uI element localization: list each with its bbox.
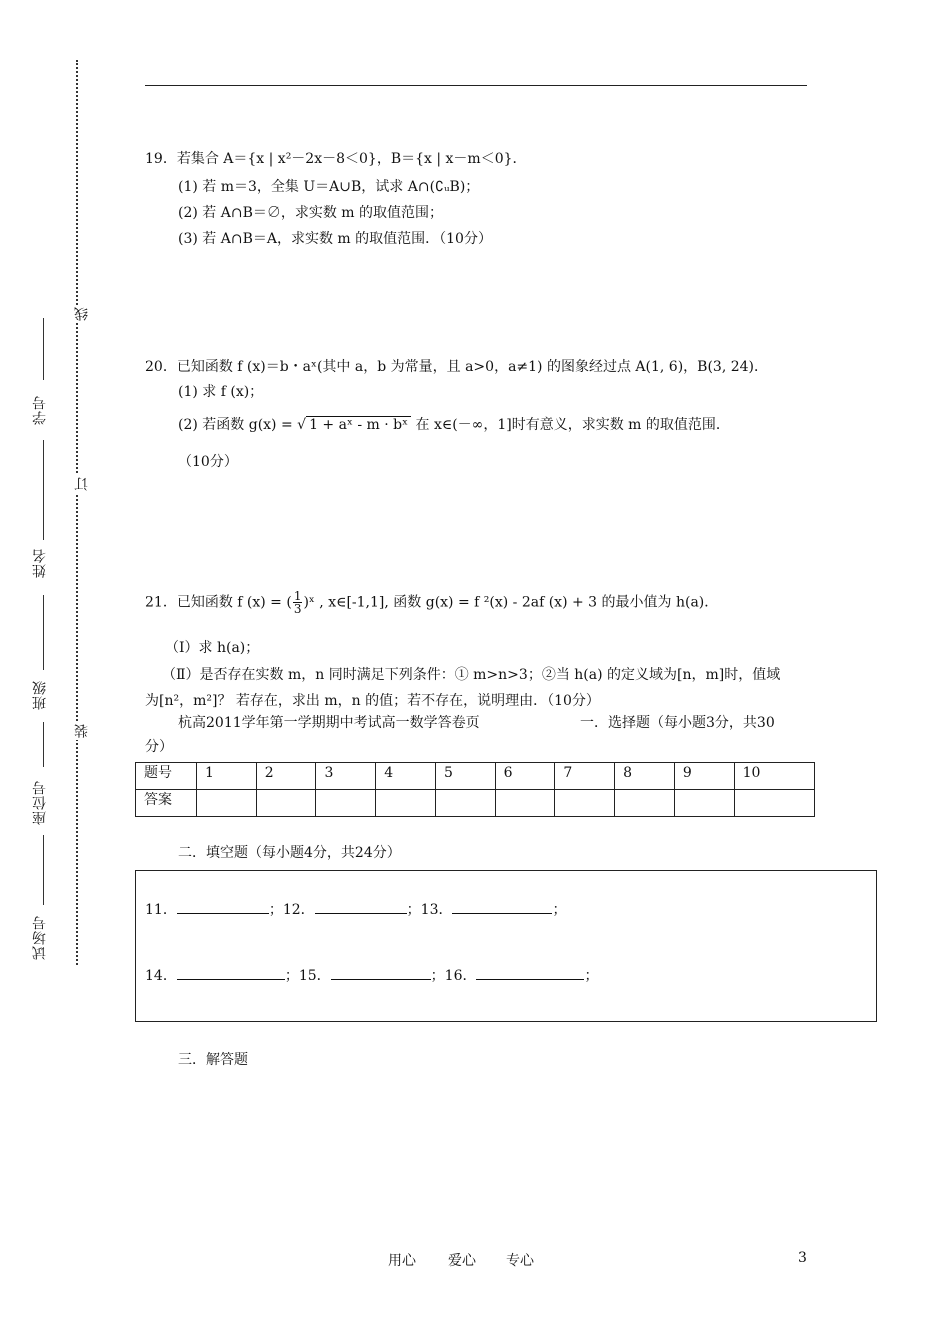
answer-cell[interactable]	[734, 790, 814, 817]
footer-motto-2: 爱心	[448, 1253, 476, 1269]
q21-part1: （Ⅰ）求 h(a)；	[165, 640, 260, 656]
fraction-numerator: 1	[293, 589, 302, 603]
row-header-question-number: 题号	[136, 763, 197, 790]
question-number-cell: 1	[197, 763, 257, 790]
q21-part2: （Ⅱ）是否存在实数 m，n 同时满足下列条件：① m>n>3；②当 h(a) 的定义域为[n，m]时，值域	[162, 667, 781, 683]
choice-answer-table	[135, 762, 815, 817]
sqrt-sign: √	[297, 417, 307, 433]
binding-underline	[43, 595, 44, 670]
cut-mark-bind: 订	[74, 477, 90, 491]
blank-label-16: ；16．	[430, 968, 477, 984]
answer-blank-12[interactable]	[315, 899, 407, 914]
answer-cell[interactable]	[256, 790, 316, 817]
section1-heading-continued: 分）	[145, 739, 173, 755]
fill-blank-row-1	[145, 899, 566, 920]
blank-label-12: ；12．	[268, 902, 315, 918]
q21-part2-continued: 为[n²，m²]？ 若存在，求出 m，n 的值；若不存在，说明理由．（10分）	[145, 693, 600, 709]
answer-blank-11[interactable]	[177, 899, 269, 914]
question-number-cell: 8	[615, 763, 675, 790]
blank-end-row-2: ；	[584, 968, 599, 984]
blank-label-11: 11．	[145, 902, 177, 918]
binding-dotted-line	[76, 60, 78, 965]
binding-underline	[43, 440, 44, 540]
question-number-cell: 10	[734, 763, 814, 790]
answer-cell[interactable]	[197, 790, 257, 817]
q21-fraction	[293, 590, 303, 615]
q21-stem-prefix: 21．已知函数 f (x) = (	[145, 594, 292, 611]
answer-blank-16[interactable]	[476, 965, 584, 980]
question-number-cell: 7	[555, 763, 615, 790]
answer-cell[interactable]	[316, 790, 376, 817]
table-row	[136, 790, 815, 817]
question-number-cell: 5	[435, 763, 495, 790]
q19-stem: 19．若集合 A＝{x | x²－2x－8＜0}，B＝{x | x－m＜0}．	[145, 151, 527, 167]
question-number-cell: 6	[495, 763, 555, 790]
answer-sheet-title: 杭高2011学年第一学期期中考试高一数学答卷页	[178, 715, 480, 731]
blank-label-15: ；15．	[284, 968, 331, 984]
binding-underline	[43, 835, 44, 905]
section1-heading: 一．选择题（每小题3分，共30	[580, 715, 775, 731]
question-number-cell: 3	[316, 763, 376, 790]
q21-stem-suffix: )ˣ , x∈[-1,1], 函数 g(x) = f ²(x) - 2af (x) + 3 的最小值为 h(a)．	[303, 594, 719, 611]
q20-part1: (1) 求 f (x)；	[178, 384, 264, 400]
answer-cell[interactable]	[615, 790, 675, 817]
answer-cell[interactable]	[495, 790, 555, 817]
q21-stem	[145, 590, 718, 615]
answer-blank-14[interactable]	[177, 965, 285, 980]
cut-mark-pack: 装	[74, 724, 90, 738]
class-label: 班级	[32, 680, 48, 710]
answer-blank-15[interactable]	[331, 965, 431, 980]
seat-number-label: 座位号	[32, 780, 48, 825]
answer-blank-13[interactable]	[452, 899, 552, 914]
fraction-denominator: 3	[293, 602, 302, 616]
q19-part3: (3) 若 A∩B＝A，求实数 m 的取值范围．（10分）	[178, 231, 492, 247]
answer-cell[interactable]	[435, 790, 495, 817]
answer-cell[interactable]	[376, 790, 436, 817]
q19-part2: (2) 若 A∩B＝∅，求实数 m 的取值范围；	[178, 205, 444, 221]
answer-cell[interactable]	[555, 790, 615, 817]
binding-underline	[43, 318, 44, 380]
q20-score: （10分）	[178, 454, 238, 470]
name-label: 姓名	[32, 548, 48, 578]
section3-heading: 三．解答题	[178, 1052, 248, 1068]
question-number-cell: 2	[256, 763, 316, 790]
footer-motto-1: 用心	[388, 1253, 416, 1269]
question-number-cell: 9	[674, 763, 734, 790]
cut-mark-line: 线	[74, 307, 90, 321]
q20-sqrt-expression: 1 + aˣ - m · bˣ	[306, 416, 411, 433]
section2-heading: 二．填空题（每小题4分，共24分）	[178, 845, 401, 861]
page-number: 3	[798, 1250, 807, 1266]
blank-end-row-1: ；	[552, 902, 567, 918]
student-id-label: 学号	[32, 395, 48, 425]
q20-stem: 20．已知函数 f (x)＝b・aˣ(其中 a，b 为常量，且 a>0，a≠1) 的图象经过点 A(1, 6)，B(3, 24)．	[145, 359, 768, 375]
fill-in-box	[135, 870, 877, 1022]
footer-motto-3: 专心	[506, 1253, 534, 1269]
blank-label-14: 14．	[145, 968, 177, 984]
q19-part1: (1) 若 m＝3，全集 U＝A∪B，试求 A∩(∁ᵤB)；	[178, 179, 480, 195]
q20-part2-suffix: 在 x∈(－∞，1]时有意义，求实数 m 的取值范围．	[411, 417, 730, 433]
header-rule	[145, 85, 807, 86]
fill-blank-row-2	[145, 965, 598, 986]
blank-label-13: ；13．	[406, 902, 453, 918]
binding-underline	[43, 722, 44, 767]
row-header-answer: 答案	[136, 790, 197, 817]
q20-part2-prefix: (2) 若函数 g(x) =	[178, 417, 298, 433]
question-number-cell: 4	[376, 763, 436, 790]
exam-room-label: 试场号	[32, 915, 48, 960]
q20-part2	[178, 415, 730, 435]
answer-cell[interactable]	[674, 790, 734, 817]
table-row	[136, 763, 815, 790]
